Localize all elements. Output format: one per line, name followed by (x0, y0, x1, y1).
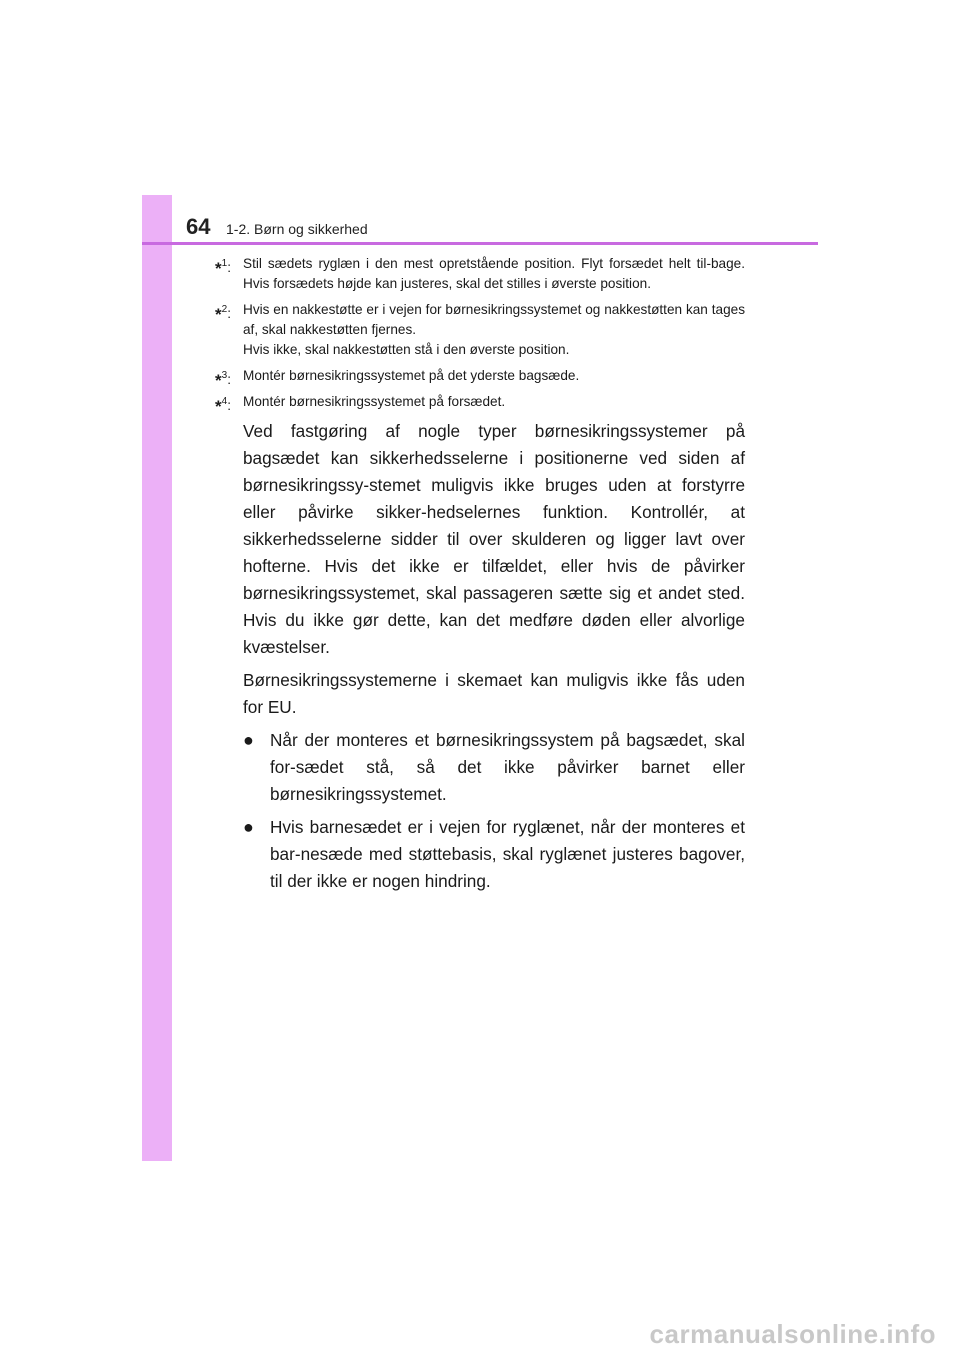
section-title: 1-2. Børn og sikkerhed (226, 221, 368, 237)
bullet-text: Når der monteres et børnesikringssystem på bagsædet, skal for-sædet stå, så det ikke påvirker barnet eller børnesikringssystemet. (270, 730, 745, 804)
side-tab (142, 195, 172, 1161)
footnote-marker: *$^3$: (215, 370, 231, 390)
footnote-text: Montér børnesikringssystemet på forsædet. (243, 394, 506, 409)
footnote-text: Hvis ikke, skal nakkestøtten stå i den øverste position. (243, 342, 570, 357)
footnote-3 (215, 366, 745, 390)
footnote-4 (215, 392, 745, 416)
bullet-item (243, 727, 745, 808)
page-number: 64 (186, 214, 211, 239)
bullet-text: Hvis barnesædet er i vejen for ryglænet, når der monteres et bar-nesæde med støttebasis, skal ryglænet justeres bagover, til der ikke er nogen hindring. (270, 817, 745, 891)
watermark: carmanualsonline.info (649, 1319, 936, 1349)
footnote-2 (215, 300, 745, 360)
footnote-text: Montér børnesikringssystemet på det yderste bagsæde. (243, 368, 580, 383)
bullet-icon: ● (243, 730, 254, 750)
body-paragraph: Ved fastgøring af nogle typer børnesikringssystemer på bagsædet kan sikkerhedsselerne i positionerne ved siden af børnesikringssy-stemet muligvis ikke bruges uden at forstyrre eller påvirke sikker-hedselernes funktion. Kontrollér, at sikkerhedsselerne sidder til over skulderen og ligger lavt over hofterne. Hvis det ikke er tilfældet, eller hvis de påvirker børnesikringssystemet, skal passageren sætte sig et andet sted. Hvis du ikke gør dette, kan det medføre døden eller alvorlige kvæstelser. (243, 421, 745, 657)
footnote-1 (215, 254, 745, 294)
footnote-marker: *$^4$: (215, 396, 231, 416)
header-rule (142, 242, 818, 245)
bullet-item (243, 814, 745, 895)
page-content (215, 254, 745, 901)
footnote-text: Hvis en nakkestøtte er i vejen for børnesikringssystemet og nakkestøtten kan tages af, skal nakkestøtten fjernes. (243, 302, 745, 337)
footnote-marker: *$^1$: (215, 258, 231, 278)
bullet-icon: ● (243, 817, 254, 837)
footnote-marker: *$^2$: (215, 304, 231, 324)
footnote-text: Stil sædets ryglæn i den mest opretstående position. Flyt forsædet helt til-bage. Hvis forsædets højde kan justeres, skal det stilles i øverste position. (243, 256, 745, 291)
body-paragraph: Børnesikringssystemerne i skemaet kan muligvis ikke fås uden for EU. (243, 670, 745, 717)
